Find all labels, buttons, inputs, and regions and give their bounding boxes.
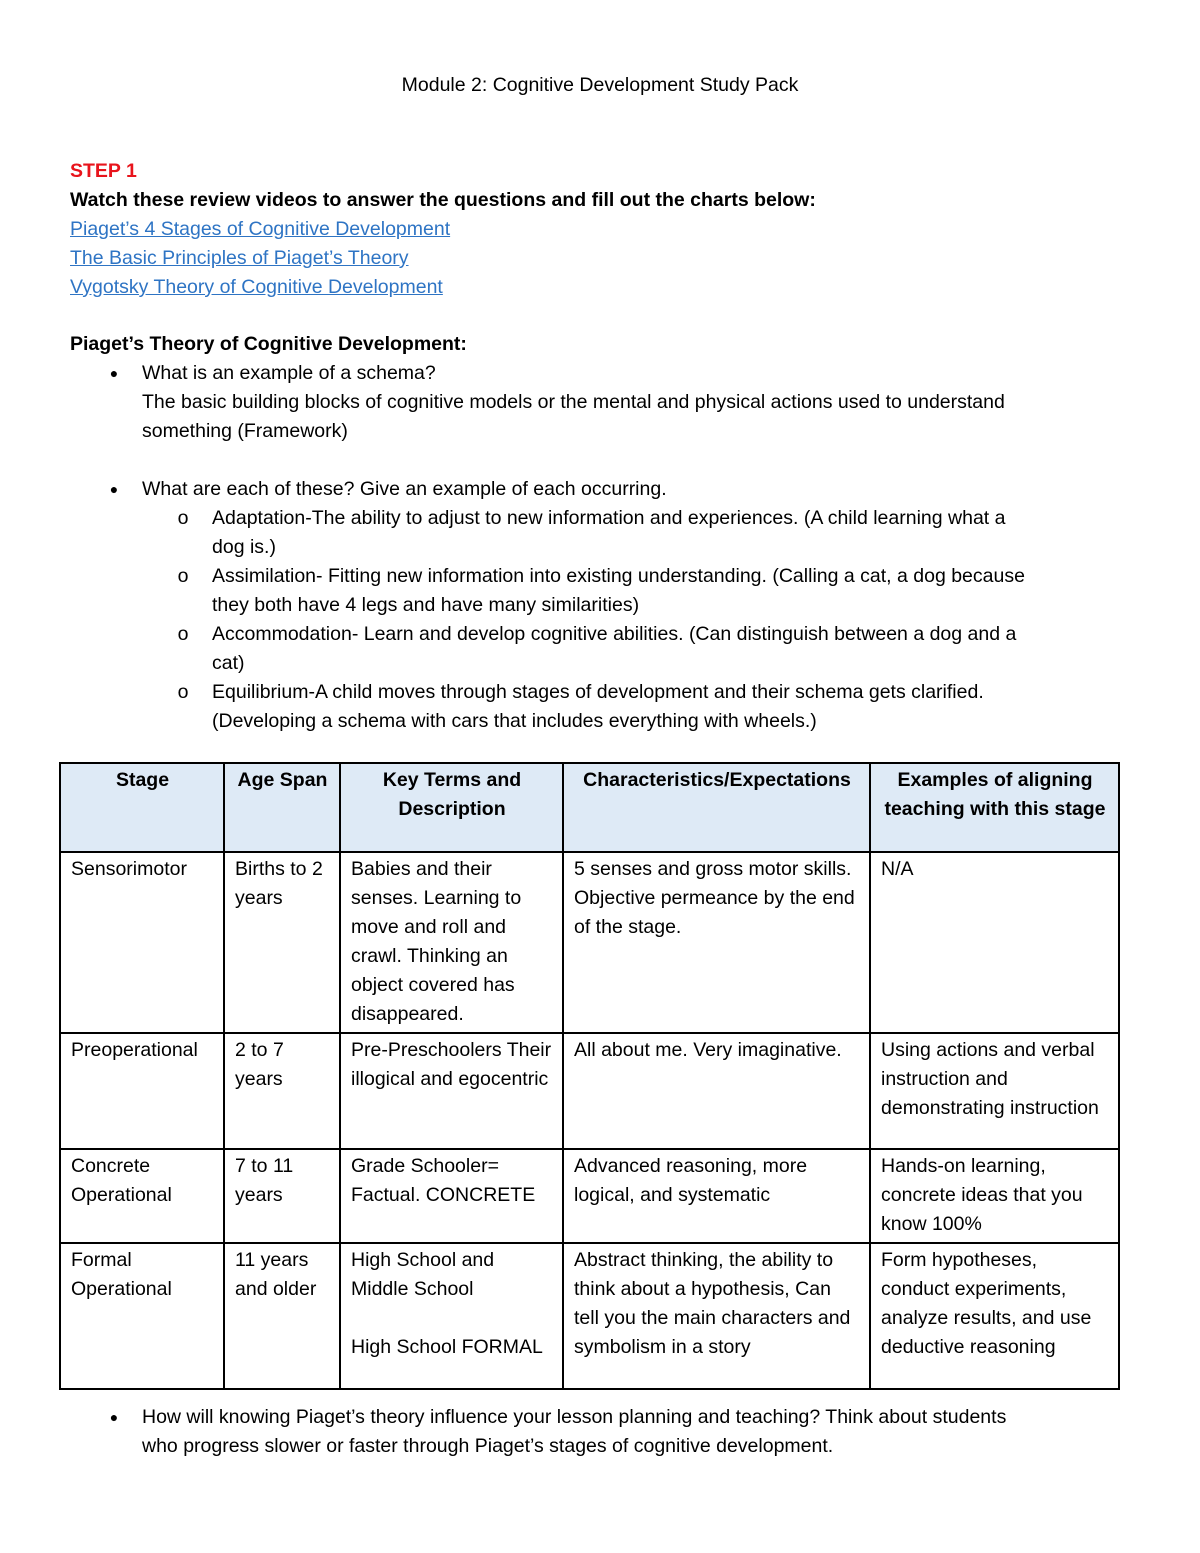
cell-key-terms: Grade Schooler= Factual. CONCRETE bbox=[340, 1149, 563, 1243]
cell-key-terms: Pre-Preschoolers Their illogical and egocentric bbox=[340, 1033, 563, 1149]
cell-age-span: 2 to 7 years bbox=[224, 1033, 340, 1149]
cell-characteristics: Abstract thinking, the ability to think about a hypothesis, Can tell you the main characters and symbolism in a story bbox=[563, 1243, 870, 1389]
equilibrium-line2: (Developing a schema with cars that includes everything with wheels.) bbox=[212, 710, 817, 732]
schema-answer-line1: The basic building blocks of cognitive models or the mental and physical actions used to understand bbox=[142, 391, 1005, 413]
instruction-text: Watch these review videos to answer the questions and fill out the charts below: bbox=[70, 189, 816, 211]
accommodation-line1: Accommodation- Learn and develop cognitive abilities. (Can distinguish between a dog and a bbox=[212, 623, 1017, 645]
sub-bullet-icon: o bbox=[177, 507, 189, 529]
cell-key-terms: Babies and their senses. Learning to move and roll and crawl. Thinking an object covered has disappeared. bbox=[340, 852, 563, 1033]
cell-stage: Sensorimotor bbox=[60, 852, 224, 1033]
header-examples: Examples of aligning teaching with this stage bbox=[870, 763, 1119, 852]
lesson-question-line1: How will knowing Piaget’s theory influence your lesson planning and teaching? Think about students bbox=[142, 1406, 1007, 1428]
cell-characteristics: All about me. Very imaginative. bbox=[563, 1033, 870, 1149]
adaptation-line1: Adaptation-The ability to adjust to new information and experiences. (A child learning what a bbox=[212, 507, 1006, 529]
bullet-icon: ● bbox=[109, 365, 119, 381]
cell-stage: Concrete Operational bbox=[60, 1149, 224, 1243]
link-piaget-principles[interactable]: The Basic Principles of Piaget’s Theory bbox=[70, 247, 409, 269]
bullet-icon: ● bbox=[109, 481, 119, 497]
cell-age-span: Births to 2 years bbox=[224, 852, 340, 1033]
accommodation-line2: cat) bbox=[212, 652, 245, 674]
table-header-row bbox=[60, 763, 1119, 852]
sub-bullet-icon: o bbox=[177, 565, 189, 587]
terms-question: What are each of these? Give an example of each occurring. bbox=[142, 478, 667, 500]
section-heading: Piaget’s Theory of Cognitive Development: bbox=[70, 333, 467, 355]
link-piaget-stages[interactable]: Piaget’s 4 Stages of Cognitive Development bbox=[70, 218, 451, 240]
cell-key-terms-line1: High School and Middle School bbox=[351, 1249, 495, 1300]
cell-examples: Using actions and verbal instruction and demonstrating instruction bbox=[870, 1033, 1119, 1149]
cell-examples: Hands-on learning, concrete ideas that you know 100% bbox=[870, 1149, 1119, 1243]
cell-stage: Formal Operational bbox=[60, 1243, 224, 1389]
sub-bullet-icon: o bbox=[177, 623, 189, 645]
cell-characteristics: 5 senses and gross motor skills. Objective permeance by the end of the stage. bbox=[563, 852, 870, 1033]
sub-bullet-icon: o bbox=[177, 681, 189, 703]
cell-characteristics: Advanced reasoning, more logical, and systematic bbox=[563, 1149, 870, 1243]
piaget-stages-table bbox=[59, 762, 1120, 1390]
table-row bbox=[60, 852, 1119, 1033]
schema-answer-line2: something (Framework) bbox=[142, 420, 348, 442]
table-row bbox=[60, 1033, 1119, 1149]
cell-key-terms bbox=[340, 1243, 563, 1389]
step-label: STEP 1 bbox=[70, 160, 137, 182]
adaptation-line2: dog is.) bbox=[212, 536, 276, 558]
assimilation-line2: they both have 4 legs and have many similarities) bbox=[212, 594, 640, 616]
assimilation-line1: Assimilation- Fitting new information into existing understanding. (Calling a cat, a dog because bbox=[212, 565, 1025, 587]
lesson-question-line2: who progress slower or faster through Piaget’s stages of cognitive development. bbox=[142, 1435, 834, 1457]
header-age-span: Age Span bbox=[224, 763, 340, 852]
equilibrium-line1: Equilibrium-A child moves through stages of development and their schema gets clarified. bbox=[212, 681, 984, 703]
header-characteristics: Characteristics/Expectations bbox=[563, 763, 870, 852]
cell-age-span: 7 to 11 years bbox=[224, 1149, 340, 1243]
cell-examples: N/A bbox=[870, 852, 1119, 1033]
cell-stage: Preoperational bbox=[60, 1033, 224, 1149]
header-key-terms: Key Terms and Description bbox=[340, 763, 563, 852]
cell-age-span: 11 years and older bbox=[224, 1243, 340, 1389]
table-row bbox=[60, 1149, 1119, 1243]
page-title: Module 2: Cognitive Development Study Pack bbox=[401, 74, 799, 96]
link-vygotsky-theory[interactable]: Vygotsky Theory of Cognitive Development bbox=[70, 276, 443, 298]
cell-examples: Form hypotheses, conduct experiments, analyze results, and use deductive reasoning bbox=[870, 1243, 1119, 1389]
header-stage: Stage bbox=[60, 763, 224, 852]
cell-key-terms-line2: High School FORMAL bbox=[351, 1336, 543, 1358]
schema-question: What is an example of a schema? bbox=[142, 362, 436, 384]
table-row bbox=[60, 1243, 1119, 1389]
bullet-icon: ● bbox=[109, 1409, 119, 1425]
